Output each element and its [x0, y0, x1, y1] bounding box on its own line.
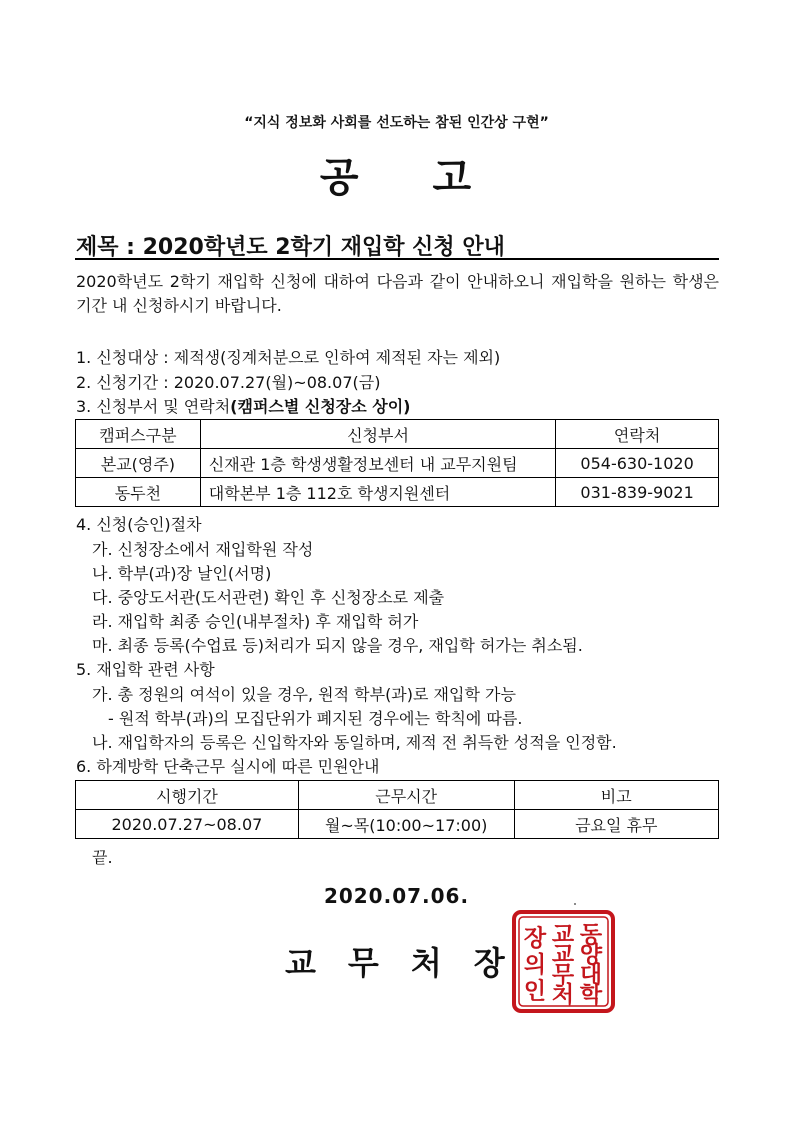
- official-seal-icon: [512, 910, 615, 1013]
- table-cell: 금요일 휴무: [514, 810, 718, 839]
- signer-char: 교: [285, 944, 316, 982]
- related-item-a-sub: - 원적 학부(과)의 모집단위가 폐지된 경우에는 학칙에 따름.: [108, 709, 523, 728]
- table-cell: 031-839-9021: [556, 478, 719, 507]
- procedure-title: 4. 신청(승인)절차: [76, 515, 202, 534]
- signer-char: 장: [473, 944, 505, 982]
- related-item-a: 가. 총 정원의 여석이 있을 경우, 원적 학부(과)로 재입학 가능: [92, 685, 516, 704]
- procedure-step: 나. 학부(과)장 날인(서명): [92, 564, 272, 583]
- item-dept-note: (캠퍼스별 신청장소 상이): [230, 397, 411, 416]
- table-header: 연락처: [556, 420, 719, 449]
- seal-glyph: 학: [579, 982, 603, 1008]
- table-header-row: [76, 420, 719, 449]
- table-header: 근무시간: [298, 781, 514, 810]
- signer-char: 처: [410, 944, 442, 982]
- table-cell: 본교(영주): [76, 449, 201, 478]
- procedure-step: 라. 재입학 최종 승인(내부절차) 후 재입학 허가: [92, 612, 419, 631]
- seal-glyph: 장: [523, 925, 547, 952]
- signer-title: [285, 938, 537, 984]
- procedure-step: 가. 신청장소에서 재입학원 작성: [92, 540, 314, 559]
- stray-dot: [574, 903, 576, 905]
- item-dept-label: 3. 신청부서 및 연락처: [76, 397, 231, 416]
- seal-glyph: 인: [523, 978, 547, 1005]
- seal-glyph: 교: [551, 942, 575, 968]
- dept-table: [75, 419, 719, 507]
- seal-glyph: 무: [551, 962, 575, 988]
- subject-underline: [75, 258, 719, 260]
- item-period: 2. 신청기간 : 2020.07.27(월)~08.07(금): [76, 373, 381, 392]
- table-header: 시행기간: [76, 781, 299, 810]
- seal-glyph: 처: [551, 982, 575, 1008]
- issue-date: 2020.07.06.: [323, 884, 470, 908]
- item-target: 1. 신청대상 : 제적생(징계처분으로 인하여 제적된 자는 제외): [76, 348, 501, 367]
- table-cell: 신재관 1층 학생생활정보센터 내 교무지원팀: [200, 449, 555, 478]
- seal-glyph: 대: [579, 962, 603, 988]
- signer-char: 무: [347, 944, 379, 982]
- table-header-row: [76, 781, 719, 810]
- heading-char-2: 고: [432, 155, 474, 201]
- seal-glyph: 동: [579, 922, 603, 948]
- subject-title: 제목 : 2020학년도 2학기 재입학 신청 안내: [76, 235, 505, 260]
- summer-title: 6. 하계방학 단축근무 실시에 따른 민원안내: [76, 757, 380, 776]
- table-header: 비고: [514, 781, 718, 810]
- seal-glyph: 교: [551, 922, 575, 948]
- table-row: [76, 478, 719, 507]
- related-title: 5. 재입학 관련 사항: [76, 660, 215, 679]
- intro-paragraph: 2020학년도 2학기 재입학 신청에 대하여 다음과 같이 안내하오니 재입학을 원하는 학생은 기간 내 신청하시기 바랍니다.: [76, 272, 719, 315]
- procedure-step: 다. 중앙도서관(도서관련) 확인 후 신청장소로 제출: [92, 588, 445, 607]
- table-header: 캠퍼스구분: [76, 420, 201, 449]
- motto: “지식 정보화 사회를 선도하는 참된 인간상 구현”: [244, 115, 549, 131]
- table-cell: 월~목(10:00~17:00): [298, 810, 514, 839]
- table-cell: 054-630-1020: [556, 449, 719, 478]
- related-item-b: 나. 재입학자의 등록은 신입학자와 동일하며, 제적 전 취득한 성적을 인정함.: [92, 733, 617, 752]
- table-cell: 2020.07.27~08.07: [76, 810, 299, 839]
- table-cell: 동두천: [76, 478, 201, 507]
- table-header: 신청부서: [200, 420, 555, 449]
- heading-char-1: 공: [319, 155, 361, 201]
- seal-glyph: 의: [523, 952, 547, 978]
- summer-table: [75, 780, 719, 839]
- table-cell: 대학본부 1층 112호 학생지원센터: [200, 478, 555, 507]
- notice-heading: [0, 146, 793, 203]
- procedure-step: 마. 최종 등록(수업료 등)처리가 되지 않을 경우, 재입학 허가는 취소됨.: [92, 636, 583, 655]
- table-row: [76, 810, 719, 839]
- table-row: [76, 449, 719, 478]
- end-mark: 끝.: [92, 848, 113, 867]
- seal-glyph: 양: [579, 942, 603, 968]
- item-dept: [76, 394, 411, 417]
